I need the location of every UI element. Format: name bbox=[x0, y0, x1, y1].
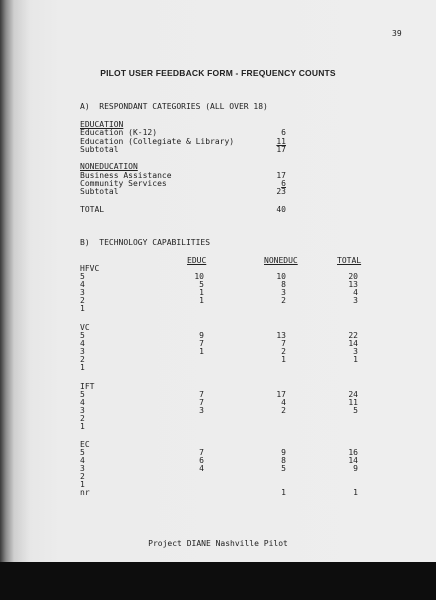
noneduc-value: 17 bbox=[276, 390, 286, 399]
rating-label: 1 bbox=[80, 422, 85, 431]
total-value-cell: 14 bbox=[348, 456, 358, 465]
total-value-cell: 24 bbox=[348, 390, 358, 399]
educ-value: 7 bbox=[199, 339, 204, 348]
educ-value: 1 bbox=[199, 296, 204, 305]
total-value-cell: 22 bbox=[348, 331, 358, 340]
noneduc-value: 1 bbox=[281, 488, 286, 497]
noneduc-value: 10 bbox=[276, 272, 286, 281]
educ-value: 9 bbox=[199, 331, 204, 340]
rating-label: 3 bbox=[80, 464, 85, 473]
noneduc-value: 4 bbox=[281, 398, 286, 407]
rating-label: 4 bbox=[80, 339, 85, 348]
rating-label: 1 bbox=[80, 480, 85, 489]
column-header-total: TOTAL bbox=[337, 256, 362, 265]
footer-text: Project DIANE Nashville Pilot bbox=[148, 539, 288, 548]
educ-value: 3 bbox=[199, 406, 204, 415]
education-row-label: Education (Collegiate & Library) bbox=[80, 137, 235, 146]
total-value-cell: 16 bbox=[348, 448, 358, 457]
educ-value: 4 bbox=[199, 464, 204, 473]
noneducation-subtotal-value: 23 bbox=[276, 187, 286, 196]
total-value-cell: 13 bbox=[348, 280, 358, 289]
total-value-cell: 5 bbox=[353, 406, 358, 415]
rating-label: 3 bbox=[80, 288, 85, 297]
noneduc-value: 8 bbox=[281, 280, 286, 289]
total-label: TOTAL bbox=[80, 205, 105, 214]
total-value-cell: 11 bbox=[348, 398, 358, 407]
noneducation-row-value: 6 bbox=[281, 179, 286, 188]
education-row-value: 11 bbox=[276, 137, 286, 146]
rating-label: 2 bbox=[80, 472, 85, 481]
total-value-cell: 3 bbox=[353, 347, 358, 356]
page-title: PILOT USER FEEDBACK FORM - FREQUENCY COUNTS bbox=[100, 68, 336, 78]
noneducation-subtotal-label: Subtotal bbox=[80, 187, 119, 196]
section-b-heading: B) TECHNOLOGY CAPABILITIES bbox=[80, 238, 211, 247]
rating-label: 1 bbox=[80, 363, 85, 372]
total-value-cell: 20 bbox=[348, 272, 358, 281]
rating-label: 4 bbox=[80, 456, 85, 465]
rating-label: 5 bbox=[80, 272, 85, 281]
educ-value: 5 bbox=[199, 280, 204, 289]
group-name: VC bbox=[80, 323, 90, 332]
noneduc-value: 7 bbox=[281, 339, 286, 348]
rating-label: 2 bbox=[80, 355, 85, 364]
noneduc-value: 9 bbox=[281, 448, 286, 457]
rating-label: 2 bbox=[80, 414, 85, 423]
education-subtotal-value: 17 bbox=[276, 145, 286, 154]
educ-value: 10 bbox=[194, 272, 204, 281]
group-name: HFVC bbox=[80, 264, 100, 273]
rating-label: 2 bbox=[80, 296, 85, 305]
educ-value: 7 bbox=[199, 448, 204, 457]
total-value-cell: 14 bbox=[348, 339, 358, 348]
rating-label: 5 bbox=[80, 448, 85, 457]
noneducation-row-value: 17 bbox=[276, 171, 286, 180]
column-header-educ: EDUC bbox=[187, 256, 207, 265]
scan-bottom-border bbox=[0, 562, 436, 600]
rating-label: 3 bbox=[80, 406, 85, 415]
educ-value: 1 bbox=[199, 347, 204, 356]
noneducation-row-label: Business Assistance bbox=[80, 171, 172, 180]
noneduc-value: 1 bbox=[281, 355, 286, 364]
page-number: 39 bbox=[392, 29, 402, 38]
education-header: EDUCATION bbox=[80, 120, 124, 129]
noneducation-header: NONEDUCATION bbox=[80, 162, 138, 171]
education-row-label: Education (K-12) bbox=[80, 128, 158, 137]
rating-label: 4 bbox=[80, 398, 85, 407]
education-subtotal-label: Subtotal bbox=[80, 145, 119, 154]
noneduc-value: 2 bbox=[281, 406, 286, 415]
rating-label: 5 bbox=[80, 331, 85, 340]
section-a-heading: A) RESPONDANT CATEGORIES (ALL OVER 18) bbox=[80, 102, 268, 111]
educ-value: 6 bbox=[199, 456, 204, 465]
total-value-cell: 1 bbox=[353, 355, 358, 364]
total-value-cell: 1 bbox=[353, 488, 358, 497]
noneduc-value: 13 bbox=[276, 331, 286, 340]
rating-label: 3 bbox=[80, 347, 85, 356]
educ-value: 7 bbox=[199, 398, 204, 407]
rating-label: nr bbox=[80, 488, 90, 497]
rating-label: 5 bbox=[80, 390, 85, 399]
total-value-cell: 4 bbox=[353, 288, 358, 297]
rating-label: 4 bbox=[80, 280, 85, 289]
group-name: IFT bbox=[80, 382, 95, 391]
noneduc-value: 5 bbox=[281, 464, 286, 473]
noneduc-value: 3 bbox=[281, 288, 286, 297]
rating-label: 1 bbox=[80, 304, 85, 313]
educ-value: 1 bbox=[199, 288, 204, 297]
total-value-cell: 3 bbox=[353, 296, 358, 305]
educ-value: 7 bbox=[199, 390, 204, 399]
education-row-value: 6 bbox=[281, 128, 286, 137]
noneduc-value: 8 bbox=[281, 456, 286, 465]
total-value-cell: 9 bbox=[353, 464, 358, 473]
group-name: EC bbox=[80, 440, 90, 449]
noneducation-row-label: Community Services bbox=[80, 179, 167, 188]
noneduc-value: 2 bbox=[281, 347, 286, 356]
total-value: 40 bbox=[276, 205, 286, 214]
noneduc-value: 2 bbox=[281, 296, 286, 305]
column-header-noneduc: NONEDUC bbox=[264, 256, 298, 265]
